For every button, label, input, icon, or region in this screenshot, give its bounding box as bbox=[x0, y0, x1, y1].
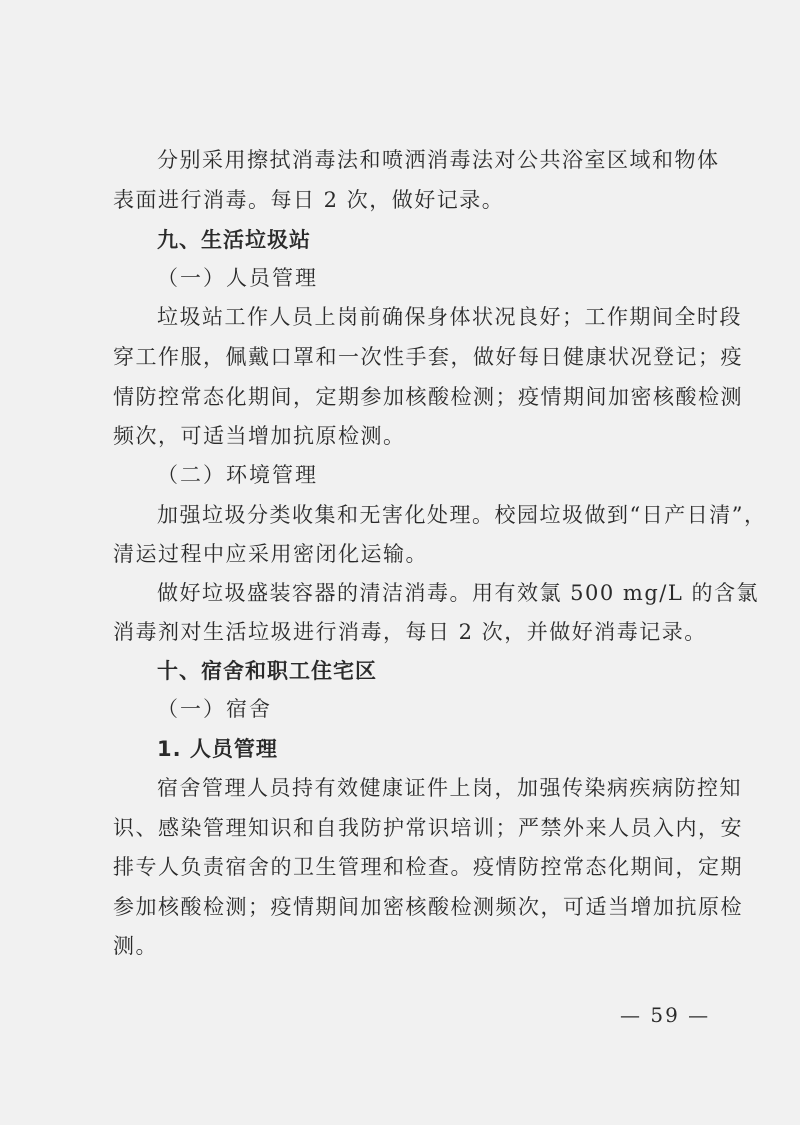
paragraph-line: 排专人负责宿舍的卫生管理和检查。疫情防控常态化期间，定期 bbox=[113, 855, 743, 879]
paragraph-line: 做好垃圾盛装容器的清洁消毒。用有效氯 500 mg/L 的含氯 bbox=[157, 581, 759, 605]
paragraph-line: 清运过程中应采用密闭化运输。 bbox=[113, 542, 428, 566]
subsection-heading: （二）环境管理 bbox=[157, 463, 318, 487]
paragraph-line: 分别采用擦拭消毒法和喷洒消毒法对公共浴室区域和物体 bbox=[157, 148, 720, 172]
paragraph-line: 垃圾站工作人员上岗前确保身体状况良好；工作期间全时段 bbox=[157, 305, 742, 329]
paragraph-line: 穿工作服，佩戴口罩和一次性手套，做好每日健康状况登记；疫 bbox=[113, 345, 743, 369]
paragraph-line: 测。 bbox=[113, 934, 158, 958]
section-heading: 九、生活垃圾站 bbox=[157, 228, 311, 252]
paragraph-line: 识、感染管理知识和自我防护常识培训；严禁外来人员入内，安 bbox=[113, 816, 743, 840]
item-heading: 1. 人员管理 bbox=[157, 737, 278, 761]
paragraph-line: 参加核酸检测；疫情期间加密核酸检测频次，可适当增加抗原检 bbox=[113, 895, 743, 919]
section-heading: 十、宿舍和职工住宅区 bbox=[157, 659, 377, 683]
paragraph-line: 宿舍管理人员持有效健康证件上岗，加强传染病疾病防控知 bbox=[157, 776, 742, 800]
paragraph-line: 情防控常态化期间，定期参加核酸检测；疫情期间加密核酸检测 bbox=[113, 385, 743, 409]
paragraph-line: 表面进行消毒。每日 2 次，做好记录。 bbox=[113, 188, 505, 212]
paragraph-line: 频次，可适当增加抗原检测。 bbox=[113, 424, 406, 448]
paragraph-line: 消毒剂对生活垃圾进行消毒，每日 2 次，并做好消毒记录。 bbox=[113, 620, 707, 644]
page-number: — 59 — bbox=[620, 1003, 711, 1027]
subsection-heading: （一）宿舍 bbox=[157, 697, 272, 721]
paragraph-line: 加强垃圾分类收集和无害化处理。校园垃圾做到“日产日清”， bbox=[157, 503, 767, 527]
subsection-heading: （一）人员管理 bbox=[157, 266, 318, 290]
